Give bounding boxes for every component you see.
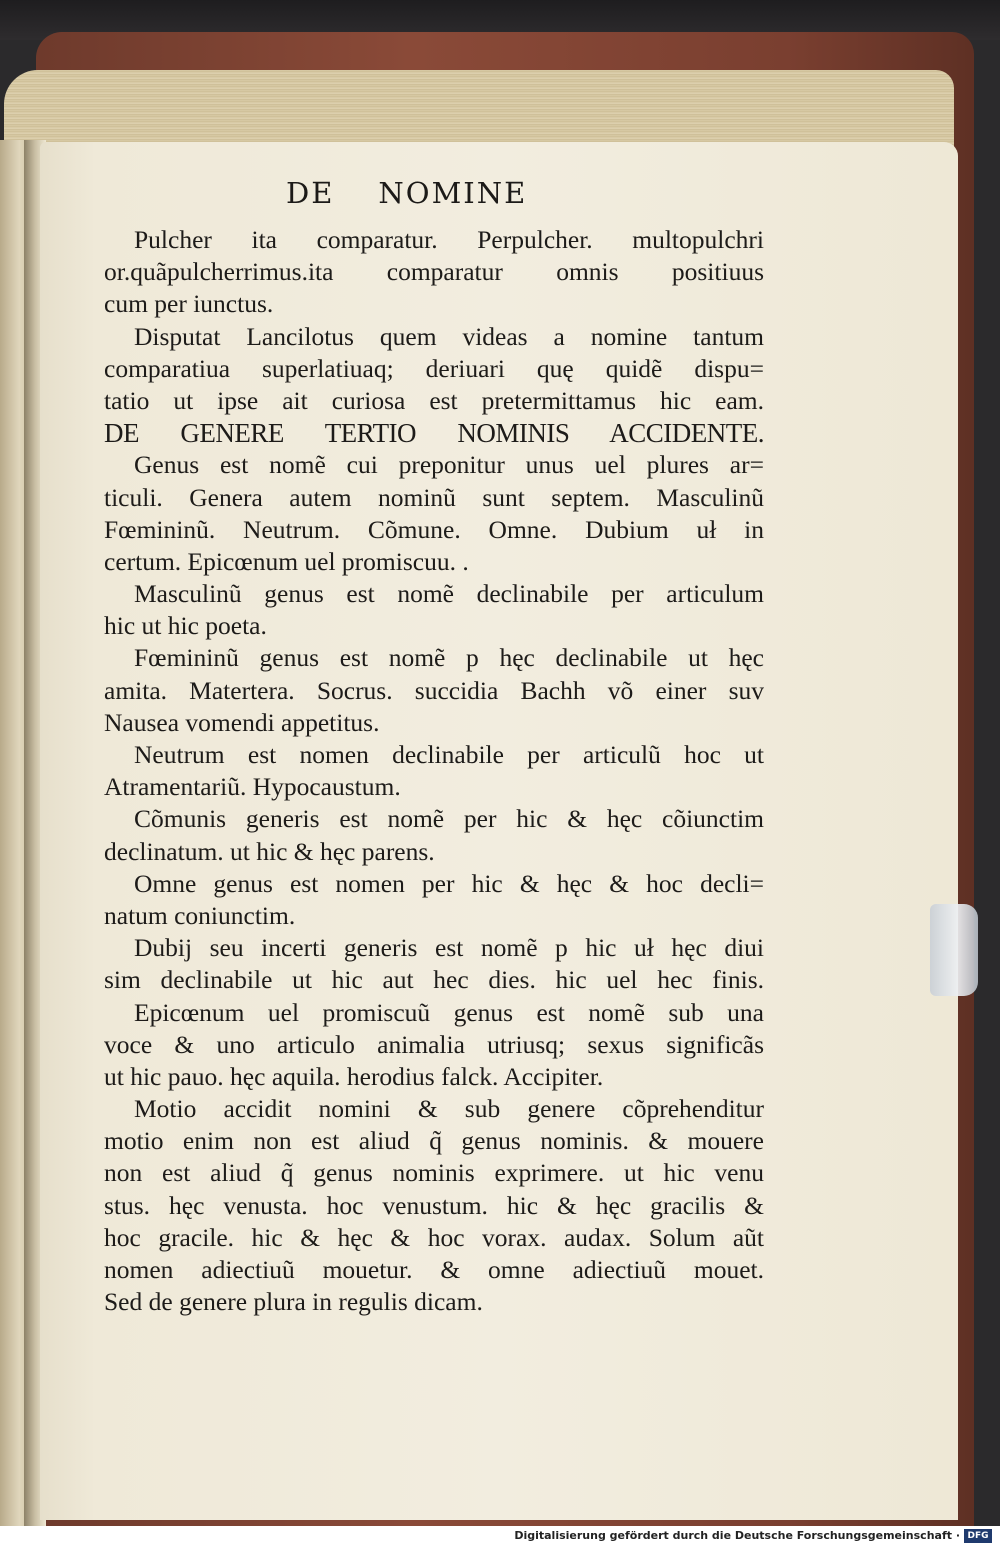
page-text (104, 224, 764, 1318)
text-line: Nausea vomendi appetitus. (104, 707, 380, 737)
text-line: hic ut hic poeta. (104, 611, 267, 641)
text-line: or.quãpulcherrimus.ita comparatur omnis positiuus (104, 257, 764, 287)
text-line: comparatiua superlatiuaq; deriuari quę quidẽ dispu= (104, 353, 764, 383)
page-clip (930, 904, 978, 996)
text-line: Atramentariũ. Hypocaustum. (104, 772, 401, 802)
text-line: Fœmininũ. Neutrum. Cõmune. Omne. Dubium uł in (104, 514, 764, 544)
text-line: motio enim non est aliud q̃ genus nominis. & mouere (104, 1126, 764, 1156)
text-line: Epicœnum uel promiscuũ genus est nomẽ sub una (134, 997, 764, 1027)
header-word-de: DE (286, 176, 335, 210)
text-line: Fœmininũ genus est nomẽ p hęc declinabile ut hęc (134, 643, 764, 673)
text-line: Sed de genere plura in regulis dicam. (104, 1287, 483, 1317)
text-line: cum per iunctus. (104, 289, 274, 319)
text-line: Disputat Lancilotus quem videas a nomine tantum (134, 321, 764, 351)
text-line: tatio ut ipse ait curiosa est pretermittamus hic eam. (104, 385, 764, 415)
text-line: Genus est nomẽ cui preponitur unus uel plures ar= (134, 450, 764, 480)
text-line: ticuli. Genera autem nominũ sunt septem. Masculinũ (104, 482, 764, 512)
text-line: declinatum. ut hic & hęc parens. (104, 836, 435, 866)
text-line: Motio accidit nomini & sub genere cõprehenditur (134, 1094, 764, 1124)
text-line: voce & uno articulo animalia utriusq; sexus significãs (104, 1029, 764, 1059)
text-line: non est aliud q̃ genus nominis exprimere. ut hic venu (104, 1158, 764, 1188)
footer-bar (0, 1526, 1000, 1546)
text-line: nomen adiectiuũ mouetur. & omne adiectiuũ mouet. (104, 1255, 764, 1284)
text-line: natum coniunctim. (104, 900, 296, 930)
page-header (286, 176, 586, 210)
text-line: Dubij seu incerti generis est nomẽ p hic uł hęc diui (134, 933, 764, 963)
text-line: Cõmunis generis est nomẽ per hic & hęc cõiunctim (134, 804, 764, 834)
text-line: stus. hęc venusta. hoc venustum. hic & hęc gracilis & (104, 1190, 764, 1220)
text-line: certum. Epicœnum uel promiscuu. . (104, 546, 469, 576)
digitization-credit: Digitalisierung gefördert durch die Deutsche Forschungsgemeinschaft · (514, 1529, 960, 1542)
text-line: hoc gracile. hic & hęc & hoc vorax. audax. Solum aũt (104, 1222, 764, 1252)
text-line: sim declinabile ut hic aut hec dies. hic uel hec finis. (104, 965, 764, 995)
text-line: Omne genus est nomen per hic & hęc & hoc decli= (134, 868, 764, 898)
text-line: Masculinũ genus est nomẽ declinabile per articulum (134, 579, 764, 609)
section-heading: DE GENERE TERTIO NOMINIS ACCIDENTE. (104, 418, 764, 449)
text-line: Neutrum est nomen declinabile per articulũ hoc ut (134, 740, 764, 769)
text-line: ut hic pauo. hęc aquila. herodius falck. Accipiter. (104, 1061, 604, 1091)
header-word-nomine: NOMINE (378, 176, 528, 210)
text-line: amita. Matertera. Socrus. succidia Bachh võ einer suv (104, 675, 764, 705)
text-line: Pulcher ita comparatur. Perpulcher. multopulchri (134, 225, 764, 254)
dfg-logo: DFG (964, 1529, 992, 1543)
